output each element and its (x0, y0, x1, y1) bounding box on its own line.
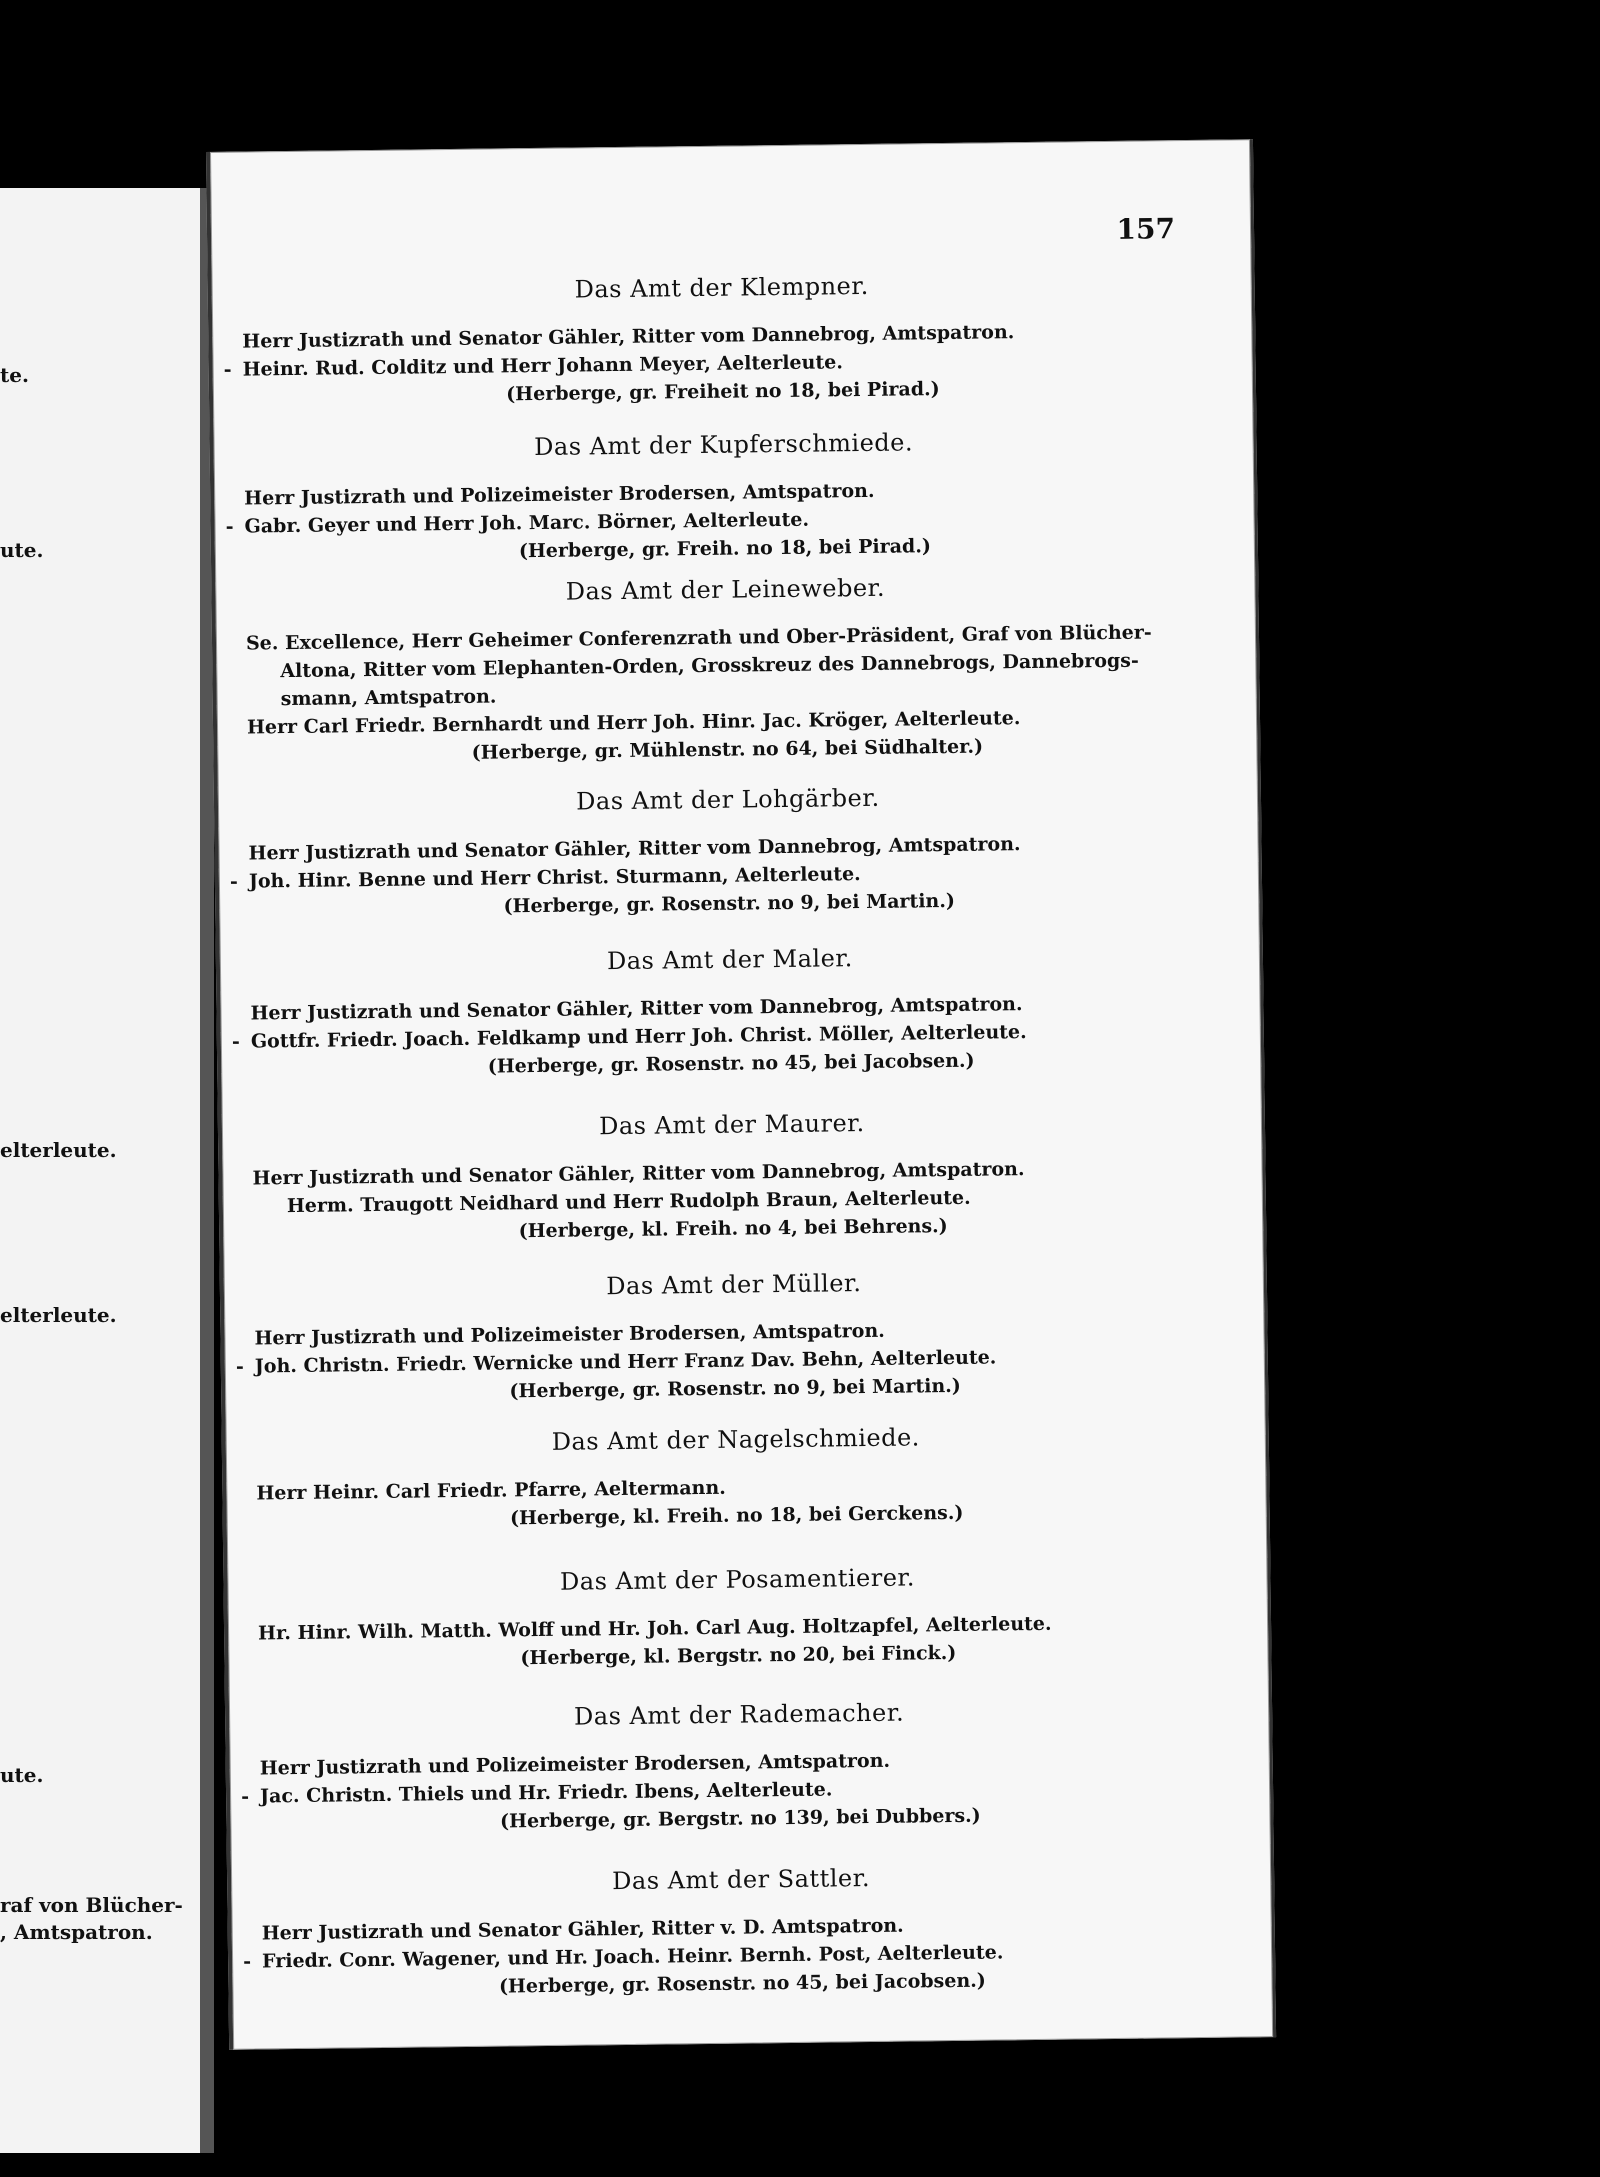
entry-text: smann, Amtspatron. (280, 685, 497, 711)
guild-section (224, 1264, 1266, 1409)
guild-section (212, 267, 1254, 412)
left-page-fragment: raf von Blücher- (0, 1893, 183, 1917)
entry-text: Gottfr. Friedr. Joach. Feldkamp und Herr Joh. Christ. Möller, Aelterleute. (250, 1021, 1027, 1053)
section-heading: Das Amt der Leineweber. (565, 573, 886, 606)
section-heading: Das Amt der Maurer. (598, 1109, 865, 1141)
left-facing-page (0, 188, 203, 2153)
entry-text: Altona, Ritter vom Elephanten-Orden, Grosskreuz des Dannebrogs, Dannebrogs- (280, 649, 1139, 683)
entry-text: Herr Justizrath und Polizeimeister Brodersen, Amtspatron. (254, 1319, 885, 1350)
entry-text: Herr Justizrath und Senator Gähler, Ritter vom Dannebrog, Amtspatron. (252, 1158, 1025, 1190)
entry-text: Joh. Hinr. Benne und Herr Christ. Sturmann, Aelterleute. (248, 863, 861, 893)
guild-section (213, 424, 1255, 569)
entry-text: Friedr. Conr. Wagener, und Hr. Joach. Heinr. Bernh. Post, Aelterleute. (261, 1941, 1004, 1973)
guild-section (220, 939, 1262, 1084)
entry-dash: - (241, 1785, 250, 1808)
section-heading: Das Amt der Kupferschmiede. (534, 428, 914, 462)
entry-text: Herr Heinr. Carl Friedr. Pfarre, Aeltermann. (256, 1476, 726, 1505)
section-heading: Das Amt der Rademacher. (573, 1698, 905, 1731)
left-page-fragment: elterleute. (0, 1138, 117, 1162)
entry-text: Heinr. Rud. Colditz und Herr Johann Meyer, Aelterleute. (242, 351, 844, 381)
hostel-line: (Herberge, gr. Rosenstr. no 9, bei Martin.) (503, 889, 956, 918)
hostel-line: (Herberge, kl. Freih. no 18, bei Gerckens.) (509, 1501, 964, 1530)
entry-text: Herr Justizrath und Senator Gähler, Ritter vom Dannebrog, Amtspatron. (242, 321, 1015, 353)
left-page-fragment: ute. (0, 538, 44, 562)
page-number: 157 (1116, 212, 1176, 246)
entry-text: Se. Excellence, Herr Geheimer Conferenzrath und Ober-Präsident, Graf von Blücher- (245, 621, 1152, 655)
entry-dash: - (231, 1030, 240, 1053)
section-heading: Das Amt der Sattler. (612, 1864, 871, 1896)
entry-dash: - (223, 358, 232, 381)
left-page-fragment: te. (0, 363, 29, 387)
entry-text: Herr Justizrath und Senator Gähler, Ritter vom Dannebrog, Amtspatron. (248, 833, 1021, 865)
section-heading: Das Amt der Klempner. (574, 271, 869, 304)
hostel-line: (Herberge, kl. Bergstr. no 20, bei Finck.) (520, 1641, 957, 1670)
entry-text: Gabr. Geyer und Herr Joh. Marc. Börner, Aelterleute. (244, 508, 810, 538)
hostel-line: (Herberge, gr. Freih. no 18, bei Pirad.) (518, 535, 932, 563)
hostel-line: (Herberge, gr. Rosenstr. no 45, bei Jacobsen.) (498, 1969, 986, 1998)
entry-text: Joh. Christn. Friedr. Wernicke und Herr Franz Dav. Behn, Aelterleute. (254, 1346, 997, 1378)
guild-section (229, 1694, 1271, 1839)
entry-text: Herr Justizrath und Senator Gähler, Ritter v. D. Amtspatron. (261, 1914, 904, 1945)
entry-text: Herr Justizrath und Senator Gähler, Ritter vom Dannebrog, Amtspatron. (250, 993, 1023, 1025)
guild-section (231, 1859, 1273, 2004)
hostel-line: (Herberge, gr. Rosenstr. no 45, bei Jacobsen.) (487, 1049, 975, 1078)
hostel-line: (Herberge, gr. Mühlenstr. no 64, bei Südhalter.) (471, 735, 984, 764)
hostel-line: (Herberge, gr. Rosenstr. no 9, bei Martin.) (509, 1374, 961, 1403)
entry-dash: - (225, 515, 234, 538)
section-heading: Das Amt der Nagelschmiede. (551, 1423, 920, 1456)
hostel-line: (Herberge, gr. Freiheit no 18, bei Pirad.) (506, 378, 940, 406)
section-heading: Das Amt der Müller. (606, 1269, 862, 1301)
entry-text: Herr Justizrath und Polizeimeister Brodersen, Amtspatron. (259, 1749, 891, 1780)
guild-section (218, 779, 1260, 924)
entry-text: Jac. Christn. Thiels und Hr. Friedr. Ibens, Aelterleute. (259, 1778, 833, 1808)
hostel-line: (Herberge, gr. Bergstr. no 139, bei Dubbers.) (499, 1804, 981, 1833)
entry-text: Herr Carl Friedr. Bernhardt und Herr Joh. Hinr. Jac. Kröger, Aelterleute. (246, 707, 1021, 739)
section-heading: Das Amt der Posamentierer. (559, 1563, 916, 1596)
entry-dash: - (235, 1355, 244, 1378)
left-page-fragment: elterleute. (0, 1303, 117, 1327)
entry-text: Hr. Hinr. Wilh. Matth. Wolff und Hr. Joh. Carl Aug. Holtzapfel, Aelterleute. (257, 1612, 1052, 1645)
hostel-line: (Herberge, kl. Freih. no 4, bei Behrens.) (518, 1215, 948, 1243)
guild-section (227, 1559, 1268, 1676)
document-page (206, 139, 1276, 2050)
guild-section (215, 569, 1257, 770)
guild-section (222, 1104, 1264, 1249)
entry-text: Herr Justizrath und Polizeimeister Brodersen, Amtspatron. (244, 479, 875, 510)
entry-text: Herm. Traugott Neidhard und Herr Rudolph Braun, Aelterleute. (286, 1186, 971, 1218)
section-heading: Das Amt der Lohgärber. (576, 783, 880, 816)
left-page-fragment: , Amtspatron. (0, 1920, 153, 1944)
entry-dash: - (243, 1950, 252, 1973)
entry-dash: - (229, 870, 238, 893)
guild-section (226, 1419, 1267, 1536)
section-heading: Das Amt der Maler. (606, 944, 853, 976)
left-page-fragment: ute. (0, 1763, 44, 1787)
